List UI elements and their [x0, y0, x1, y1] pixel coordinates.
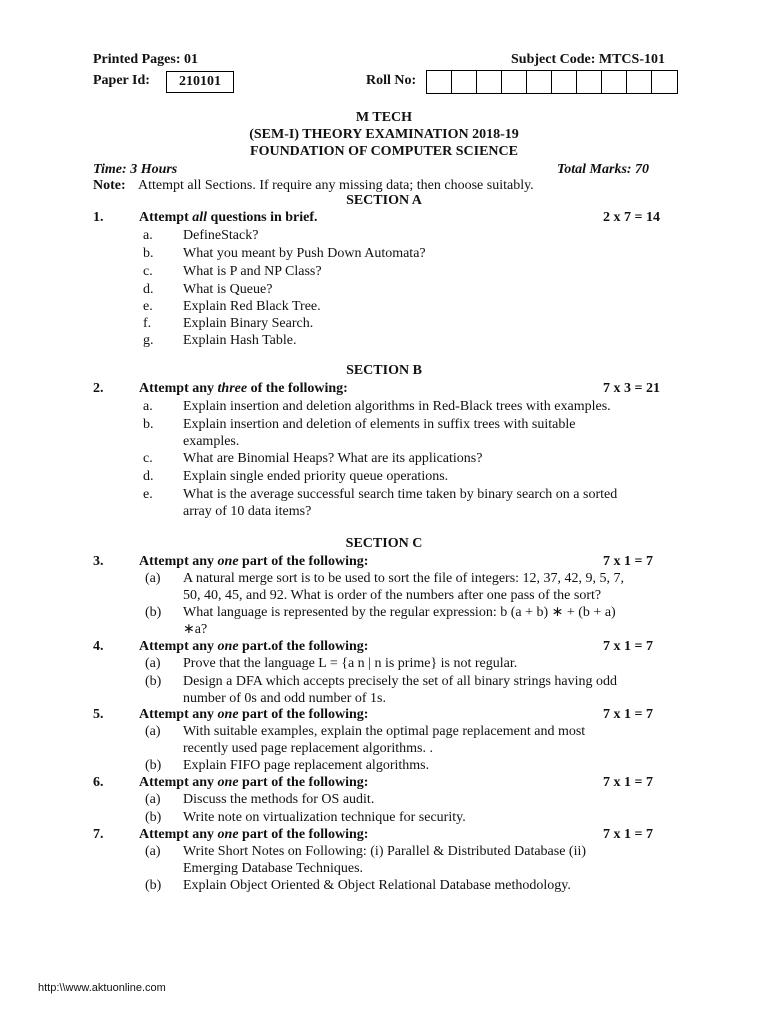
item-text-cont: examples.: [183, 434, 240, 449]
item-text: What are Binomial Heaps? What are its applications?: [183, 451, 483, 466]
roll-no-boxes[interactable]: [426, 70, 678, 94]
item-text: Explain Binary Search.: [183, 316, 314, 331]
roll-no-cell[interactable]: [602, 71, 627, 93]
item-label: d.: [143, 469, 154, 484]
part-text: With suitable examples, explain the optimal page replacement and most: [183, 724, 586, 739]
part-text-cont: Emerging Database Techniques.: [183, 861, 364, 876]
item-label: c.: [143, 451, 153, 466]
question-marks: 7 x 1 = 7: [603, 639, 653, 654]
question-marks: 7 x 1 = 7: [603, 554, 653, 569]
part-text-cont: recently used page replacement algorithms. .: [183, 741, 433, 756]
printed-pages: Printed Pages: 01: [93, 52, 198, 67]
roll-no-cell[interactable]: [652, 71, 677, 93]
item-text: Explain insertion and deletion algorithms in Red-Black trees with examples.: [183, 399, 611, 414]
item-label: a.: [143, 228, 153, 243]
roll-no-cell[interactable]: [452, 71, 477, 93]
item-label: a.: [143, 399, 153, 414]
question-marks: 7 x 1 = 7: [603, 707, 653, 722]
section-a-heading: SECTION A: [346, 193, 422, 208]
question-marks: 7 x 1 = 7: [603, 827, 653, 842]
roll-no-cell[interactable]: [627, 71, 652, 93]
question-instruction: Attempt any one part of the following:: [139, 827, 369, 842]
roll-no-cell[interactable]: [502, 71, 527, 93]
part-text-cont: number of 0s and odd number of 1s.: [183, 691, 386, 706]
part-text: Explain FIFO page replacement algorithms.: [183, 758, 430, 773]
paper-id-label: Paper Id:: [93, 73, 150, 88]
question-number: 4.: [93, 639, 104, 654]
part-label: (a): [145, 571, 161, 586]
part-label: (a): [145, 844, 161, 859]
section-c-heading: SECTION C: [345, 536, 423, 551]
item-label: g.: [143, 333, 154, 348]
title-exam: (SEM-I) THEORY EXAMINATION 2018-19: [249, 127, 519, 142]
part-label: (a): [145, 792, 161, 807]
part-label: (b): [145, 758, 162, 773]
part-label: (a): [145, 656, 161, 671]
part-text: Write note on virtualization technique for security.: [183, 810, 466, 825]
item-text: Explain insertion and deletion of elements in suffix trees with suitable: [183, 417, 576, 432]
part-text: A natural merge sort is to be used to sort the file of integers: 12, 37, 42, 9, 5, 7,: [183, 571, 625, 586]
part-text: Prove that the language L = {a n | n is prime} is not regular.: [183, 656, 518, 671]
part-text: Explain Object Oriented & Object Relational Database methodology.: [183, 878, 571, 893]
item-text: What is Queue?: [183, 282, 273, 297]
question-marks: 7 x 1 = 7: [603, 775, 653, 790]
item-text: Explain single ended priority queue operations.: [183, 469, 449, 484]
part-label: (b): [145, 878, 162, 893]
question-number: 6.: [93, 775, 104, 790]
roll-no-cell[interactable]: [577, 71, 602, 93]
part-text: What language is represented by the regular expression: b (a + b) ∗ + (b + a): [183, 605, 616, 620]
question-number: 1.: [93, 210, 104, 225]
note-text: Attempt all Sections. If require any missing data; then choose suitably.: [138, 178, 534, 193]
title-program: M TECH: [355, 110, 413, 125]
roll-no-cell[interactable]: [477, 71, 502, 93]
note-label: Note:: [93, 178, 126, 193]
question-instruction: Attempt all questions in brief.: [139, 210, 318, 225]
item-text: Explain Red Black Tree.: [183, 299, 321, 314]
item-text: Explain Hash Table.: [183, 333, 297, 348]
part-text: Write Short Notes on Following: (i) Parallel & Distributed Database (ii): [183, 844, 587, 859]
item-label: d.: [143, 282, 154, 297]
item-label: c.: [143, 264, 153, 279]
question-number: 5.: [93, 707, 104, 722]
roll-no-cell[interactable]: [527, 71, 552, 93]
section-b-heading: SECTION B: [346, 363, 422, 378]
subject-code: Subject Code: MTCS-101: [511, 52, 665, 67]
question-instruction: Attempt any three of the following:: [139, 381, 348, 396]
part-text-cont: 50, 40, 45, and 92. What is order of the numbers after one pass of the sort?: [183, 588, 602, 603]
question-marks: 7 x 3 = 21: [603, 381, 660, 396]
question-marks: 2 x 7 = 14: [603, 210, 660, 225]
question-number: 3.: [93, 554, 104, 569]
question-number: 7.: [93, 827, 104, 842]
paper-id-box: 210101: [166, 71, 234, 93]
part-label: (a): [145, 724, 161, 739]
item-label: e.: [143, 487, 153, 502]
item-text: What is P and NP Class?: [183, 264, 322, 279]
item-text: What is the average successful search time taken by binary search on a sorted: [183, 487, 618, 502]
question-number: 2.: [93, 381, 104, 396]
question-instruction: Attempt any one part of the following:: [139, 775, 369, 790]
part-text: Design a DFA which accepts precisely the set of all binary strings having odd: [183, 674, 618, 689]
item-label: f.: [143, 316, 152, 331]
question-instruction: Attempt any one part of the following:: [139, 554, 369, 569]
item-text-cont: array of 10 data items?: [183, 504, 312, 519]
part-label: (b): [145, 605, 162, 620]
part-label: (b): [145, 674, 162, 689]
total-marks: Total Marks: 70: [557, 162, 650, 177]
part-label: (b): [145, 810, 162, 825]
item-label: b.: [143, 417, 154, 432]
title-subject: FOUNDATION OF COMPUTER SCIENCE: [250, 144, 518, 159]
time-allowed: Time: 3 Hours: [93, 162, 178, 177]
item-text: DefineStack?: [183, 228, 259, 243]
roll-no-cell[interactable]: [427, 71, 452, 93]
roll-no-label: Roll No:: [366, 73, 417, 88]
question-instruction: Attempt any one part.of the following:: [139, 639, 369, 654]
part-text-cont: ∗a?: [183, 622, 208, 637]
roll-no-cell[interactable]: [552, 71, 577, 93]
item-label: b.: [143, 246, 154, 261]
item-text: What you meant by Push Down Automata?: [183, 246, 426, 261]
part-text: Discuss the methods for OS audit.: [183, 792, 375, 807]
footer-url-link[interactable]: http:\\www.aktuonline.com: [38, 982, 166, 994]
question-instruction: Attempt any one part of the following:: [139, 707, 369, 722]
item-label: e.: [143, 299, 153, 314]
